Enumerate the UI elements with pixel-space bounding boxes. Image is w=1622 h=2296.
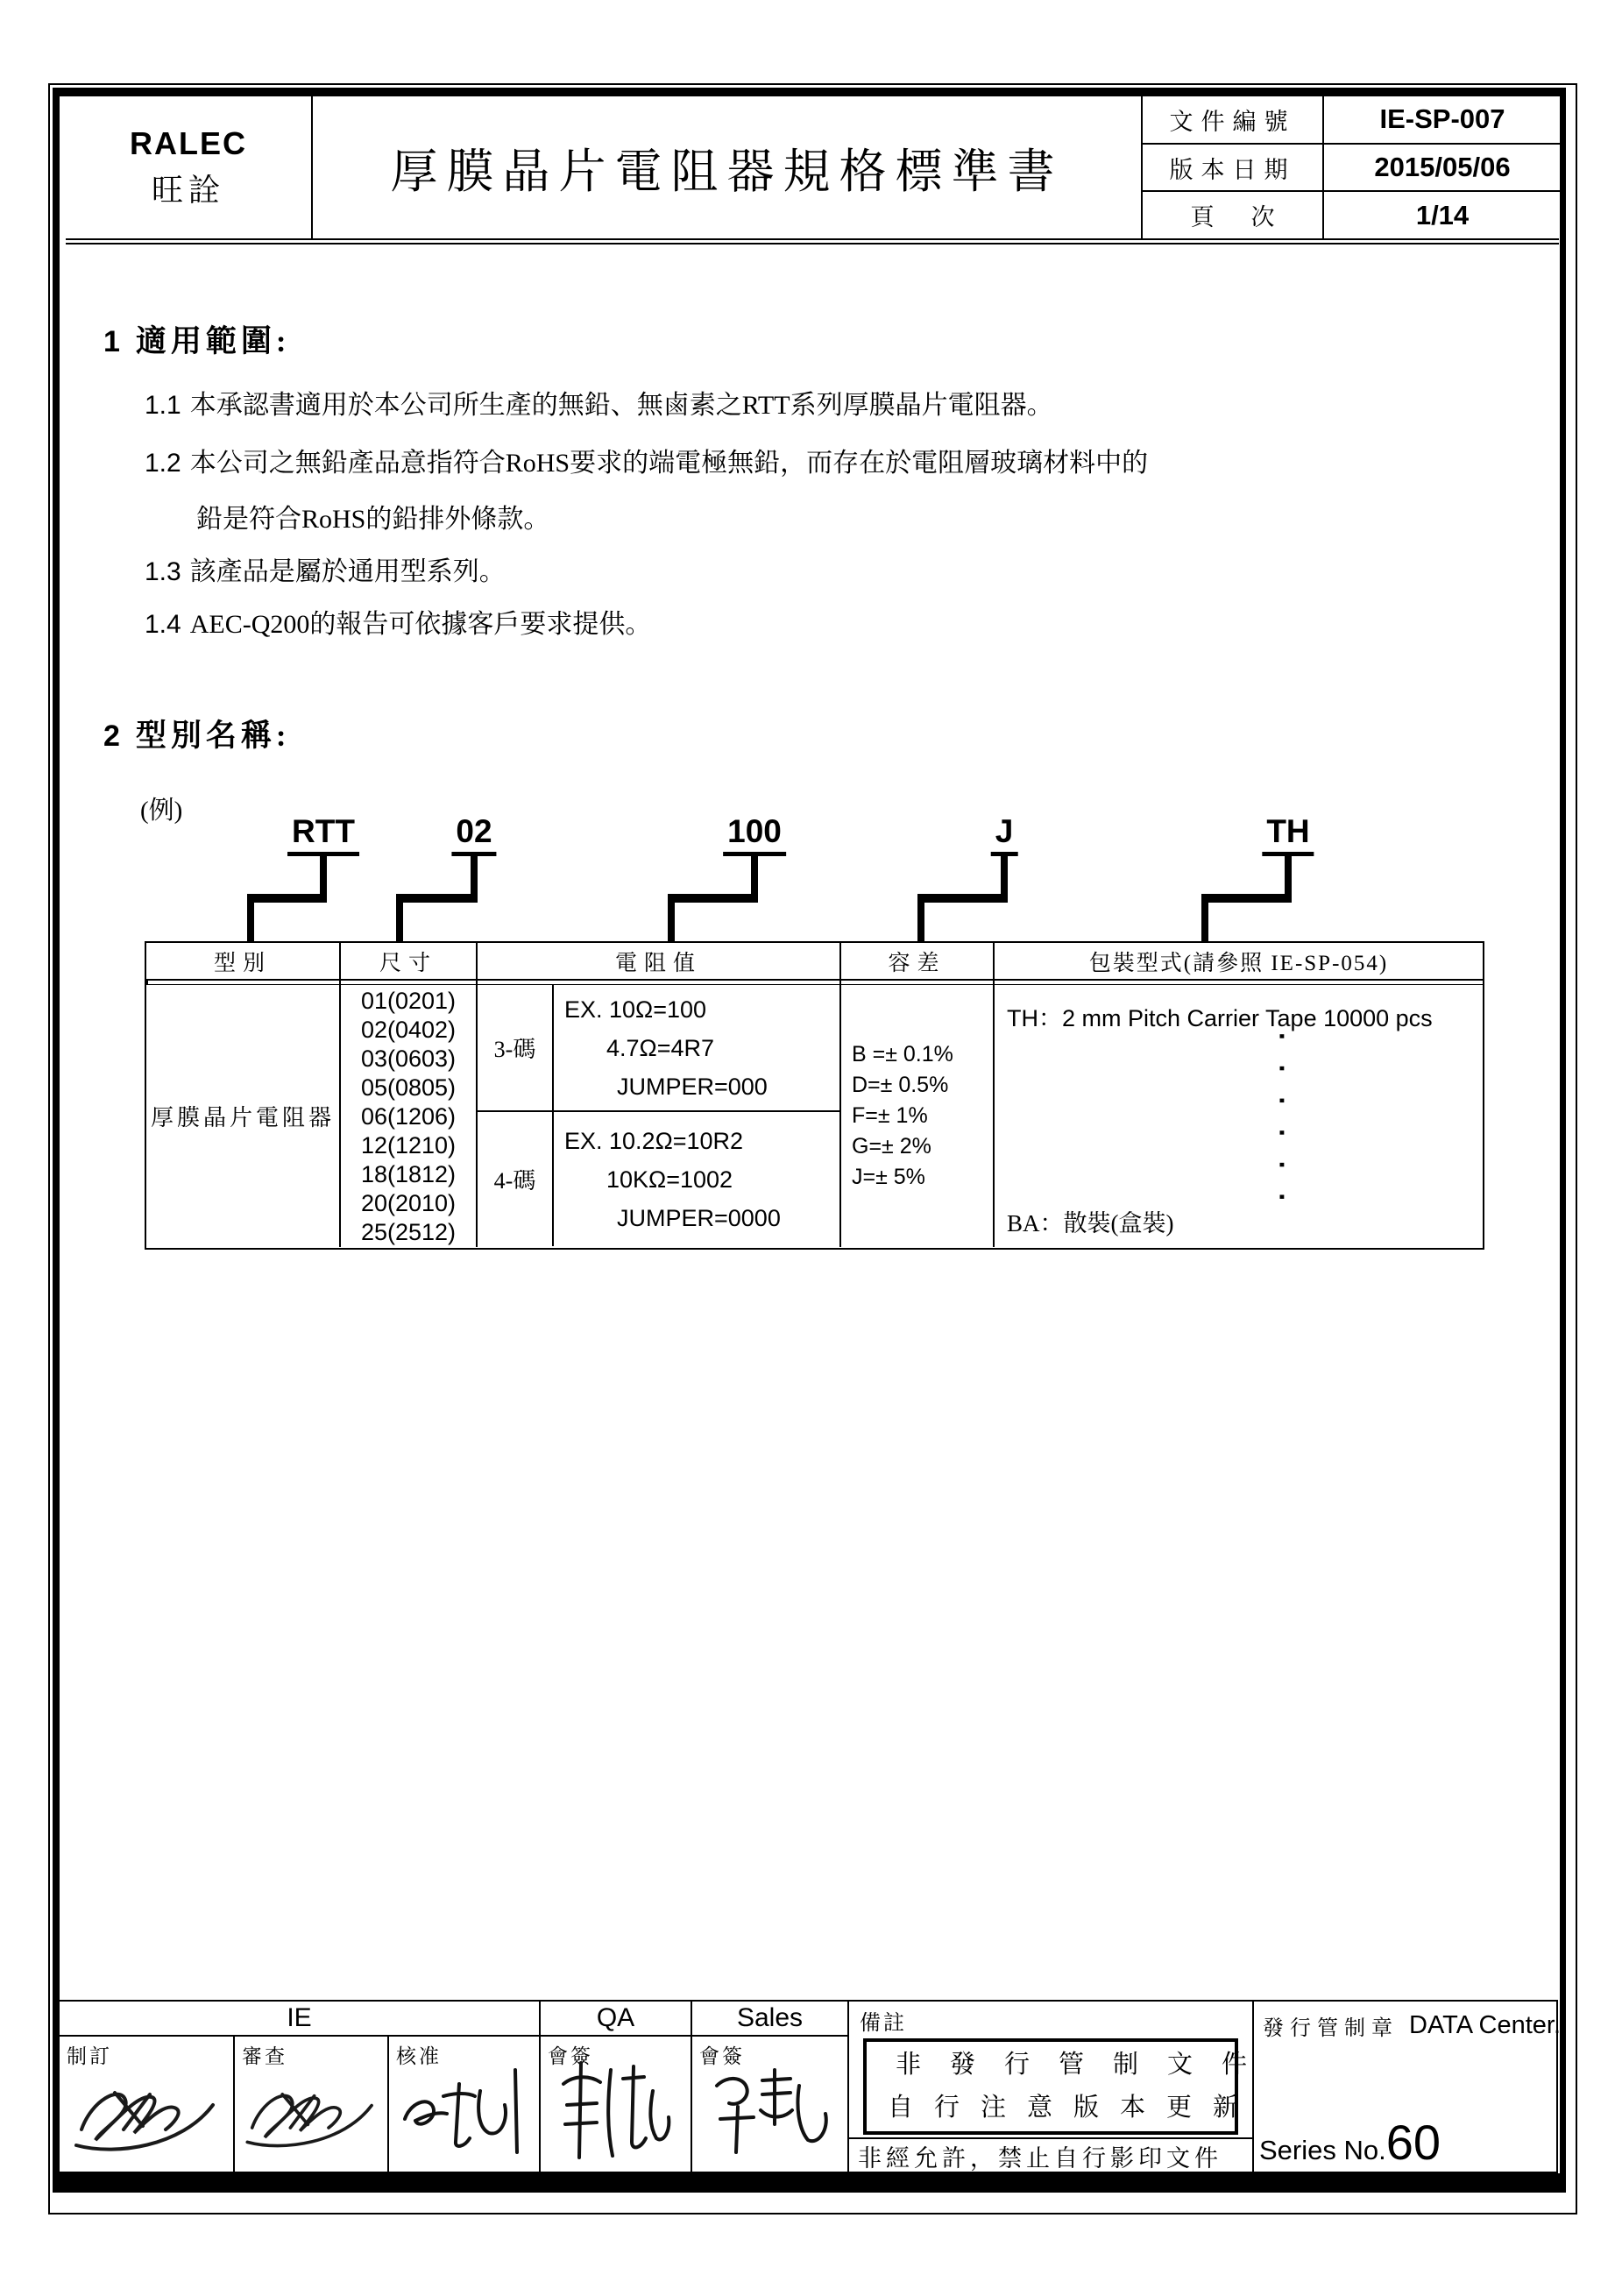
cell-product-type: 厚膜晶片電阻器 (150, 1105, 335, 1130)
table-body-row (146, 985, 1483, 1246)
signature-qa (555, 2054, 677, 2166)
tolerance-item: B =± 0.1% (852, 1042, 953, 1067)
header-resistance: 電阻值 (476, 943, 839, 979)
tolerance-item: J=± 5% (852, 1165, 925, 1189)
example-label: (例) (140, 797, 183, 825)
tolerance-item: F=± 1% (852, 1103, 928, 1128)
example-line: EX. 10Ω=100 (564, 996, 707, 1023)
header-packaging: 包裝型式(請參照 IE-SP-054) (993, 943, 1483, 979)
connector-line (668, 894, 758, 903)
clause-number: 1.4 (145, 610, 181, 639)
example-line: 10KΩ=1002 (606, 1166, 733, 1193)
example-line: JUMPER=0000 (617, 1204, 781, 1231)
cell-tolerances (839, 985, 993, 1247)
document-title: 厚膜晶片電阻器規格標準書 (390, 145, 1064, 198)
series-value: 60 (1385, 2115, 1441, 2170)
tolerance-item: G=± 2% (852, 1134, 931, 1159)
countersign-label: 會簽 (548, 2045, 593, 2067)
notes-cell (847, 2002, 1277, 2173)
document-header (66, 96, 1559, 240)
part-code-resistance: 100 (723, 813, 786, 856)
header-type: 型別 (213, 951, 272, 975)
example-line: 4.7Ω=4R7 (606, 1034, 715, 1061)
dept-sales: Sales (691, 2002, 847, 2035)
size-item: 25(2512) (360, 1219, 457, 1245)
clause-1-4 (145, 602, 651, 641)
resistance-3digit-examples (552, 985, 841, 1110)
tolerance-item: D=± 0.5% (852, 1073, 949, 1097)
signature-approved (394, 2058, 535, 2163)
size-item: 05(0805) (360, 1074, 457, 1101)
connector-line (1201, 894, 1208, 943)
signature-reviewed (241, 2059, 381, 2161)
connector-line (917, 894, 924, 943)
info-row-page (1143, 192, 1561, 238)
digit-code-label: 4-碼 (493, 1168, 536, 1194)
signature-cell-approved (387, 2035, 539, 2173)
size-item: 12(1210) (360, 1132, 457, 1159)
version-date-value: 2015/05/06 (1374, 152, 1511, 182)
part-code-packaging: TH (1262, 813, 1314, 856)
copy-prohibition-notice: 非經允許，禁止自行影印文件 (849, 2137, 1252, 2173)
digit-code-label: 3-碼 (493, 1037, 536, 1062)
part-code-series: RTT (287, 813, 359, 856)
clause-number: 1.2 (145, 449, 181, 478)
info-row-doc-number (1143, 96, 1561, 145)
section1-title: 適用範圍: (135, 324, 291, 358)
version-date-label: 版本日期 (1143, 145, 1324, 191)
clause-text: 本公司之無鉛產品意指符合RoHS要求的端電極無鉛，而存在於電阻層玻璃材料中的 (189, 449, 1149, 478)
resistance-3digit-row (478, 985, 839, 1112)
approval-footer-table (58, 2000, 1561, 2173)
doc-number-value: IE-SP-007 (1379, 103, 1505, 135)
clause-1-2 (145, 441, 1148, 479)
section1-number: 1 (103, 325, 120, 358)
section1-heading (103, 317, 291, 361)
size-item: 06(1206) (360, 1103, 457, 1130)
resistance-4digit-row (478, 1112, 839, 1246)
section2-heading (103, 712, 291, 755)
signature-cell-drafted (60, 2035, 233, 2173)
resistance-4digit-examples (552, 1112, 841, 1246)
part-code-tolerance: J (991, 813, 1018, 856)
connector-line (247, 894, 327, 903)
connector-line (668, 894, 675, 943)
signature-cell-sales-countersign (691, 2035, 847, 2173)
stamp-label: 發行管制章 (1263, 2017, 1399, 2040)
connector-line (917, 894, 1008, 903)
connector-line (396, 894, 478, 903)
clause-text: 該產品是屬於通用型系列。 (189, 557, 506, 586)
role-label-approved: 核准 (396, 2045, 442, 2067)
example-line: JUMPER=000 (617, 1073, 768, 1100)
issue-control-stamp (1263, 2010, 1561, 2041)
stamp-cell (1252, 2002, 1561, 2173)
packaging-bulk-option: BA：散裝(盒裝) (1007, 1210, 1174, 1237)
clause-1-1 (145, 383, 1053, 422)
size-item: 03(0603) (360, 1045, 457, 1072)
role-label-drafted: 制訂 (67, 2045, 112, 2067)
doc-number-label: 文件編號 (1143, 96, 1324, 143)
section2-title: 型別名稱: (135, 719, 291, 753)
header-size: 尺寸 (339, 943, 476, 979)
header-tolerance: 容差 (839, 943, 993, 979)
notes-label: 備註 (860, 2012, 907, 2035)
part-code-size: 02 (451, 813, 496, 856)
page-value: 1/14 (1415, 199, 1470, 230)
signature-cell-qa-countersign (539, 2035, 691, 2173)
signature-drafted (69, 2059, 223, 2161)
dept-qa: QA (539, 2002, 691, 2035)
clause-number: 1.1 (145, 391, 181, 420)
clause-text: 本承認書適用於本公司所生產的無鉛、無鹵素之RTT系列厚膜晶片電阻器。 (189, 391, 1053, 420)
size-item: 01(0201) (360, 988, 457, 1014)
stamp-value: DATA Center. (1409, 2011, 1561, 2039)
clause-text: 鉛是符合RoHS的鉛排外條款。 (196, 505, 550, 534)
document-info-table (1141, 96, 1561, 238)
size-item: 02(0402) (360, 1017, 457, 1043)
company-logo (66, 96, 313, 238)
info-row-version-date (1143, 145, 1561, 193)
company-name: RALEC (130, 124, 247, 161)
clause-1-3 (145, 549, 506, 588)
cell-size-list (339, 985, 476, 1247)
cell-resistance-value (476, 985, 839, 1247)
notice-line: 自行注意版本更新 (888, 2094, 1260, 2122)
series-label: Series No. (1259, 2135, 1386, 2165)
section2-number: 2 (103, 719, 120, 753)
example-line: EX. 10.2Ω=10R2 (564, 1127, 744, 1154)
control-notice-box (863, 2038, 1277, 2135)
signature-sales (705, 2056, 836, 2165)
header-double-rule (66, 243, 1559, 244)
clause-text: AEC-Q200的報告可依據客戶要求提供。 (189, 610, 652, 639)
clause-number: 1.3 (145, 557, 181, 586)
packaging-tape-option: TH：2 mm Pitch Carrier Tape 10000 pcs (1007, 1005, 1433, 1031)
size-item: 20(2010) (360, 1190, 457, 1216)
connector-line (1201, 894, 1292, 903)
role-label-reviewed: 審查 (242, 2045, 287, 2067)
vertical-ellipsis: ······ (1266, 1032, 1298, 1225)
size-item: 18(1812) (360, 1161, 457, 1187)
signature-cell-reviewed (233, 2035, 387, 2173)
cell-packaging (993, 985, 1483, 1247)
notice-line: 非發行管制文件 (896, 2051, 1277, 2079)
table-header-row (146, 943, 1483, 981)
dept-ie: IE (287, 2003, 312, 2032)
series-number (1259, 2115, 1441, 2170)
company-name-chinese: 旺詮 (151, 172, 225, 208)
part-number-table (145, 941, 1484, 1250)
connector-line (247, 894, 254, 943)
connector-line (396, 894, 403, 943)
clause-1-2-continued (196, 497, 549, 535)
page-label: 頁次 (1143, 192, 1324, 238)
countersign-label: 會簽 (699, 2045, 745, 2067)
